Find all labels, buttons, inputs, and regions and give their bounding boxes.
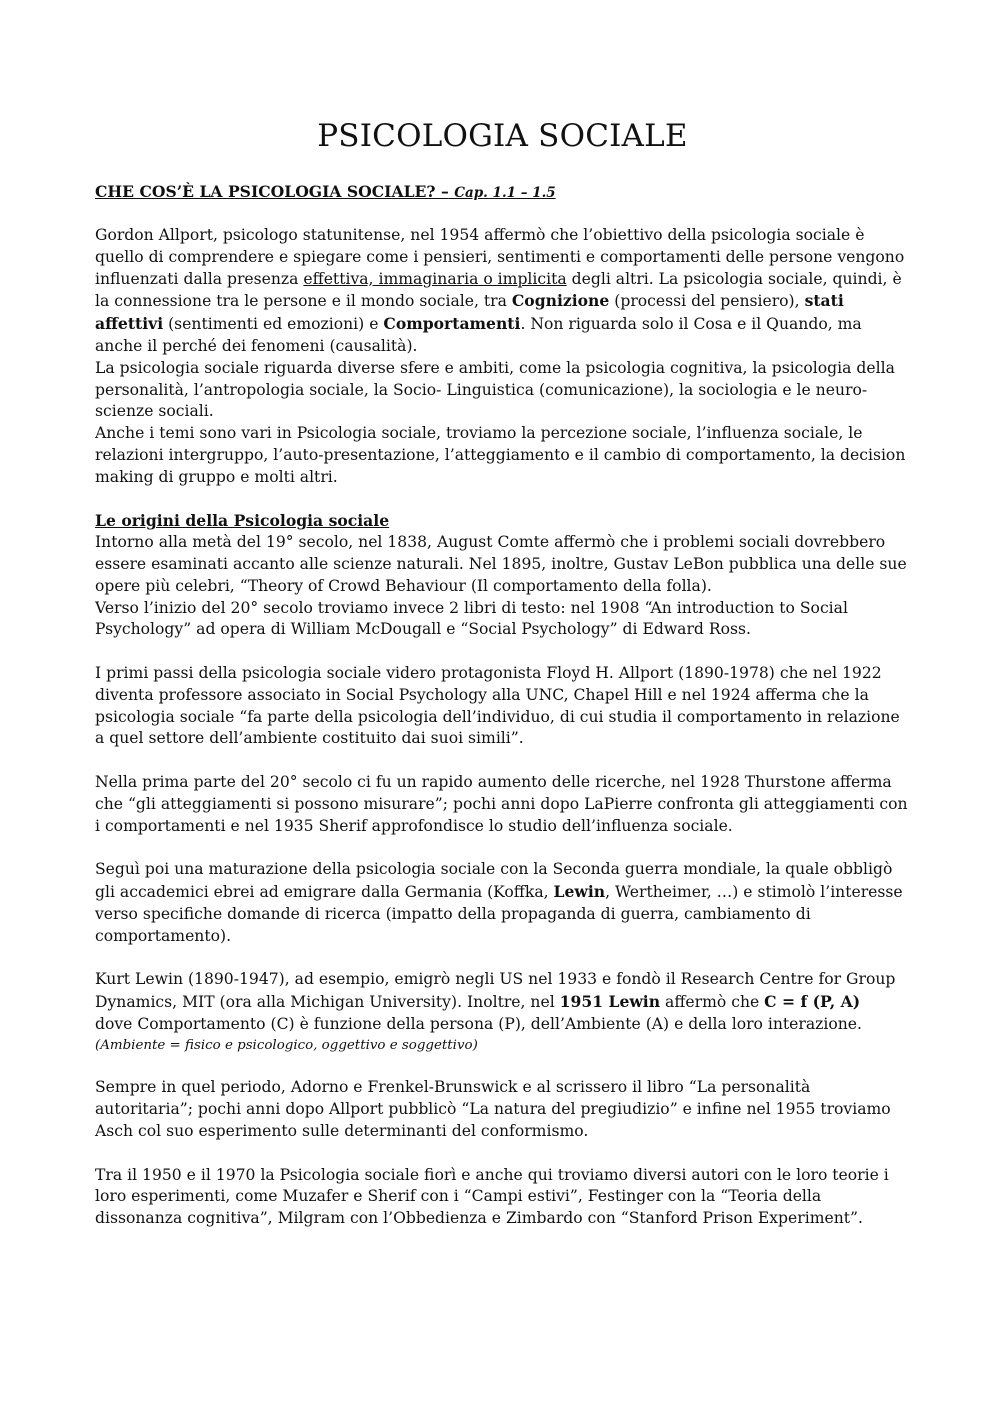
paragraph-fields: La psicologia sociale riguarda diverse sfere e ambiti, come la psicologia cognitiva, la psicologia della personalità, l’antropologia sociale, la Socio- Linguistica (comunicazione), la sociologia e le neuro-scienze sociali. <box>95 358 895 421</box>
text-span: affermò che <box>660 992 765 1011</box>
text-span: Kurt Lewin (1890-1947), ad esempio, emigrò negli US nel 1933 e fondò il Research Centre for Group Dynamics, MIT (ora alla Michigan University). Inoltre, nel <box>95 970 896 1011</box>
text-span: Seguì poi una maturazione della psicologia sociale con la Seconda guerra mondiale, la quale obbligò gli accademici ebrei ad emigrare dalla Germania (Koffka, <box>95 860 893 901</box>
text-span: degli altri. La psicologia sociale, quindi, è la connessione tra le persone e il mondo sociale, tra <box>95 269 902 311</box>
paragraph-allport-definition <box>95 225 910 358</box>
paragraph-20th-century-books: Verso l’inizio del 20° secolo troviamo invece 2 libri di testo: nel 1908 “An introduction to Social Psychology” ad opera di William McDougall e “Social Psychology” di Edward Ross. <box>95 598 848 639</box>
paragraph-topics: Anche i temi sono vari in Psicologia sociale, troviamo la percezione sociale, l’influenza sociale, le relazioni intergruppo, l’auto-presentazione, l’atteggiamento e il cambio di comportamento, la decision making di gruppo e molti altri. <box>95 424 906 486</box>
paragraph-19th-century: Intorno alla metà del 19° secolo, nel 1838, August Comte affermò che i problemi sociali dovrebbero essere esaminati accanto alle scienze naturali. Nel 1895, inoltre, Gustav LeBon pubblica una delle sue opere più celebri, “Theory of Crowd Behaviour (Il comportamento della folla). <box>95 533 907 595</box>
paragraph-1950-1970: Tra il 1950 e il 1970 la Psicologia sociale fiorì e anche qui troviamo diversi autori con le loro teorie i loro esperimenti, come Muzafer e Sherif con i “Campi estivi”, Festinger con la “Teoria della dissonanza cognitiva”, Milgram con l’Obbedienza e Zimbardo con “Stanford Prison Experiment”. <box>95 1165 889 1228</box>
bold-term-lewin: Lewin <box>553 881 606 901</box>
text-span: dove Comportamento (C) è funzione della persona (P), dell’Ambiente (A) e della loro interazione. <box>95 1014 862 1033</box>
underlined-phrase: effettiva, immaginaria o implicita <box>303 269 567 288</box>
paragraph-second-world-war <box>95 859 910 947</box>
section-heading-text: CHE COS’È LA PSICOLOGIA SOCIALE? – <box>95 182 449 202</box>
document-page <box>95 118 910 1230</box>
paragraph-research-growth: Nella prima parte del 20° secolo ci fu un rapido aumento delle ricerche, nel 1928 Thurstone afferma che “gli atteggiamenti si possono misurare”; pochi anni dopo LaPierre confronta gli atteggiamenti con i comportamenti e nel 1935 Sherif approfondisce lo studio dell’influenza sociale. <box>95 773 908 835</box>
environment-note: (Ambiente = fisico e psicologico, oggettivo e soggettivo) <box>95 1037 478 1053</box>
paragraph-floyd-allport: I primi passi della psicologia sociale videro protagonista Floyd H. Allport (1890-1978) che nel 1922 diventa professore associato in Social Psychology alla UNC, Chapel Hill e nel 1924 afferma che la psicologia sociale “fa parte della psicologia dell’individuo, di cui studia il comportamento in relazione a quel settore dell’ambiente costituito dai suoi simili”. <box>95 664 900 748</box>
text-span: (sentimenti ed emozioni) e <box>163 315 384 334</box>
section-heading-origins: Le origini della Psicologia sociale <box>95 511 390 531</box>
chapter-reference: Cap. 1.1 – 1.5 <box>454 185 556 202</box>
text-span: . Non riguarda solo il Cosa e il Quando, ma anche il perché dei fenomeni (causalità). <box>95 315 862 356</box>
paragraph-kurt-lewin <box>95 969 910 1035</box>
bold-formula: C = f (P, A) <box>764 991 861 1011</box>
bold-term-cognizione: Cognizione <box>511 291 610 311</box>
section-heading-what-is <box>95 181 910 203</box>
text-span: (processi del pensiero), <box>609 292 805 311</box>
paragraph-adorno-allport-asch: Sempre in quel periodo, Adorno e Frenkel-Brunswick e al scrissero il libro “La personalità autoritaria”; pochi anni dopo Allport pubblicò “La natura del pregiudizio” e infine nel 1955 troviamo Asch col suo esperimento sulle determinanti del conformismo. <box>95 1078 891 1140</box>
bold-term-comportamenti: Comportamenti <box>383 314 521 334</box>
bold-year-lewin: 1951 Lewin <box>559 991 661 1011</box>
bold-term-stati-affettivi: stati affettivi <box>95 291 844 334</box>
document-title: PSICOLOGIA SOCIALE <box>317 118 688 154</box>
text-span: Gordon Allport, psicologo statunitense, nel 1954 affermò che l’obiettivo della psicologia sociale è quello di comprendere e spiegare come i pensieri, sentimenti e comportamenti delle persone vengono influenzati dalla presenza <box>95 226 905 288</box>
text-span: , Wertheimer, …) e stimolò l’interesse verso specifiche domande di ricerca (impatto della propaganda di guerra, cambiamento di comportamento). <box>95 882 903 945</box>
